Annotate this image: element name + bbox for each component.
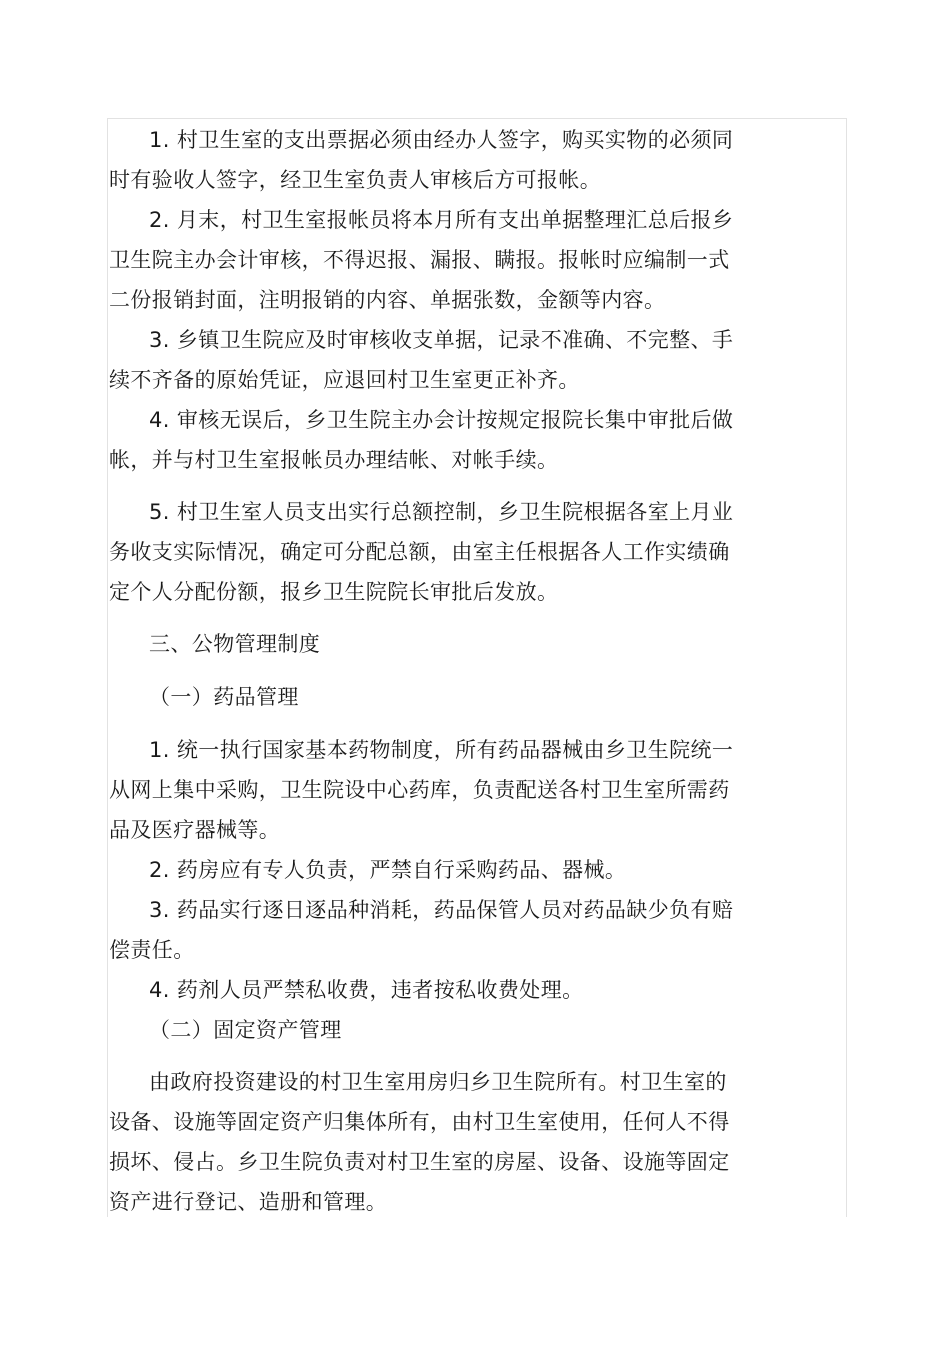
heading-text: 三、公物管理制度 <box>149 632 321 656</box>
text-line: 4. 审核无误后，乡卫生院主办会计按规定报院长集中审批后做 <box>149 408 734 432</box>
assets-paragraph <box>109 1062 799 1222</box>
paragraph-item-3 <box>109 320 799 400</box>
drug-item-4 <box>109 970 799 1010</box>
paragraph-item-5 <box>109 492 799 612</box>
drug-item-2 <box>109 850 799 890</box>
text-line: 偿责任。 <box>109 938 195 962</box>
text-line: 3. 药品实行逐日逐品种消耗，药品保管人员对药品缺少负有赔 <box>149 898 734 922</box>
text-line: 损坏、侵占。乡卫生院负责对村卫生室的房屋、设备、设施等固定 <box>109 1150 730 1174</box>
paragraph-item-4 <box>109 400 799 480</box>
text-line: 二份报销封面，注明报销的内容、单据张数，金额等内容。 <box>109 288 666 312</box>
text-line: 时有验收人签字，经卫生室负责人审核后方可报帐。 <box>109 168 602 192</box>
subsection-heading-drugs <box>109 677 799 717</box>
text-line: 续不齐备的原始凭证，应退回村卫生室更正补齐。 <box>109 368 580 392</box>
text-line: 定个人分配份额，报乡卫生院院长审批后发放。 <box>109 580 559 604</box>
paragraph-item-1 <box>109 120 799 200</box>
text-line: 卫生院主办会计审核，不得迟报、漏报、瞒报。报帐时应编制一式 <box>109 248 730 272</box>
text-line: 5. 村卫生室人员支出实行总额控制，乡卫生院根据各室上月业 <box>149 500 734 524</box>
text-line: 2. 月末，村卫生室报帐员将本月所有支出单据整理汇总后报乡 <box>149 208 734 232</box>
text-line: 帐，并与村卫生室报帐员办理结帐、对帐手续。 <box>109 448 559 472</box>
heading-text: （一）药品管理 <box>149 685 299 709</box>
heading-text: （二）固定资产管理 <box>149 1018 342 1042</box>
text-line: 2. 药房应有专人负责，严禁自行采购药品、器械。 <box>149 858 627 882</box>
paragraph-item-2 <box>109 200 799 320</box>
text-line: 3. 乡镇卫生院应及时审核收支单据，记录不准确、不完整、手 <box>149 328 734 352</box>
text-line: 从网上集中采购，卫生院设中心药库，负责配送各村卫生室所需药 <box>109 778 730 802</box>
text-line: 务收支实际情况，确定可分配总额，由室主任根据各人工作实绩确 <box>109 540 730 564</box>
text-line: 资产进行登记、造册和管理。 <box>109 1190 388 1214</box>
drug-item-3 <box>109 890 799 970</box>
text-line: 品及医疗器械等。 <box>109 818 281 842</box>
text-line: 4. 药剂人员严禁私收费，违者按私收费处理。 <box>149 978 584 1002</box>
drug-item-1 <box>109 730 799 850</box>
text-line: 设备、设施等固定资产归集体所有，由村卫生室使用，任何人不得 <box>109 1110 730 1134</box>
subsection-heading-assets <box>109 1010 799 1050</box>
text-line: 由政府投资建设的村卫生室用房归乡卫生院所有。村卫生室的 <box>149 1070 727 1094</box>
text-line: 1. 统一执行国家基本药物制度，所有药品器械由乡卫生院统一 <box>149 738 734 762</box>
section-heading <box>109 624 799 664</box>
text-line: 1. 村卫生室的支出票据必须由经办人签字，购买实物的必须同 <box>149 128 734 152</box>
